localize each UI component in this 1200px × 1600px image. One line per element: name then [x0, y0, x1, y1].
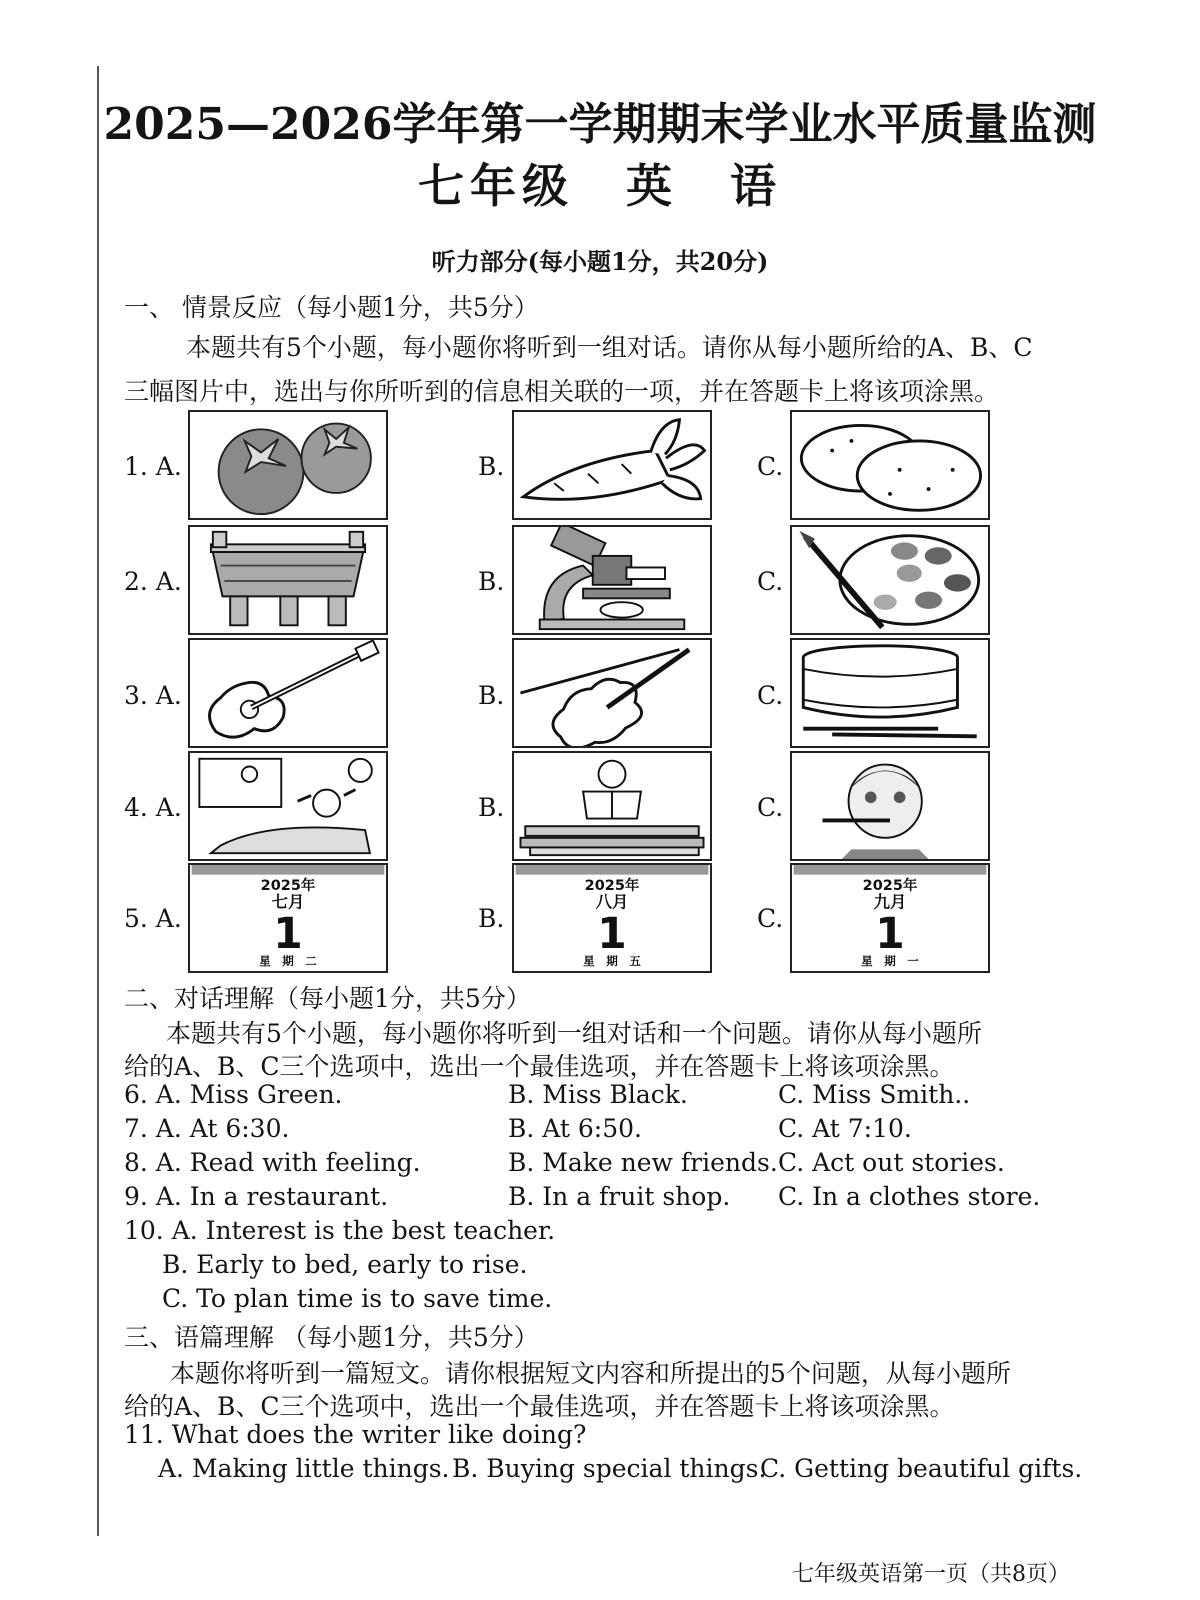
violin-icon[interactable] — [512, 638, 712, 748]
drum-icon[interactable] — [790, 638, 990, 748]
section1-instruction-line1: 本题共有5个小题，每小题你将听到一组对话。请你从每小题所给的A、B、C — [186, 333, 1033, 362]
potato-icon[interactable] — [790, 410, 990, 520]
question-5-option-b: B. — [478, 904, 505, 933]
calendar-august-year: 2025年 — [584, 878, 640, 895]
question-11-option-a[interactable]: A. Making little things. — [158, 1454, 450, 1483]
section3-heading: 三、语篇理解 （每小题1分，共5分） — [124, 1323, 539, 1352]
page-footer: 七年级英语第一页（共8页） — [792, 1562, 1070, 1587]
question-2-option-b: B. — [478, 567, 505, 596]
question-10-option-b[interactable]: B. Early to bed, early to rise. — [162, 1250, 528, 1279]
question-8-option-b[interactable]: B. Make new friends. — [508, 1148, 778, 1177]
calendar-september-icon[interactable] — [790, 863, 990, 973]
exam-subject: 七年级 英 语 — [418, 159, 782, 213]
question-6-option-a[interactable]: 6. A. Miss Green. — [124, 1080, 343, 1109]
binding-margin-line — [97, 66, 99, 1536]
question-1-option-c: C. — [757, 452, 784, 481]
section1-heading: 一、 情景反应（每小题1分，共5分） — [124, 293, 539, 322]
section1-instruction-line2: 三幅图片中，选出与你所听到的信息相关联的一项，并在答题卡上将该项涂黑。 — [124, 377, 1000, 406]
question-9-option-a[interactable]: 9. A. In a restaurant. — [124, 1182, 389, 1211]
question-9-option-c[interactable]: C. In a clothes store. — [778, 1182, 1041, 1211]
calendar-august-weekday: 星 期 五 — [583, 954, 641, 969]
question-10-option-c[interactable]: C. To plan time is to save time. — [162, 1284, 553, 1313]
bronze-cauldron-icon[interactable] — [188, 525, 388, 635]
tomato-icon[interactable] — [188, 410, 388, 520]
question-6-option-b[interactable]: B. Miss Black. — [508, 1080, 688, 1109]
question-11-option-b[interactable]: B. Buying special things. — [452, 1454, 767, 1483]
question-4-label: 4. A. — [124, 793, 182, 822]
calendar-july-day: 1 — [273, 908, 303, 958]
question-5-label: 5. A. — [124, 904, 182, 933]
question-5-option-c: C. — [757, 904, 784, 933]
calendar-july-month: 七月 — [271, 892, 305, 912]
question-3-option-b: B. — [478, 681, 505, 710]
section3-instruction-line1: 本题你将听到一篇短文。请你根据短文内容和所提出的5个问题，从每小题所 — [170, 1359, 1011, 1388]
boy-reading-icon[interactable] — [512, 751, 712, 861]
guitar-icon[interactable] — [188, 638, 388, 748]
question-6-option-c[interactable]: C. Miss Smith.. — [778, 1080, 971, 1109]
carrot-icon[interactable] — [512, 410, 712, 520]
calendar-september-year: 2025年 — [862, 878, 918, 895]
calendar-august-month: 八月 — [595, 892, 629, 912]
section3-instruction-line2: 给的A、B、C三个选项中，选出一个最佳选项，并在答题卡上将该项涂黑。 — [124, 1392, 955, 1421]
question-11-text: 11. What does the writer like doing? — [124, 1420, 587, 1449]
question-2-label: 2. A. — [124, 567, 182, 596]
question-11-option-c[interactable]: C. Getting beautiful gifts. — [760, 1454, 1083, 1483]
question-3-option-c: C. — [757, 681, 784, 710]
paint-palette-icon[interactable] — [790, 525, 990, 635]
boy-brushing-teeth-icon[interactable] — [790, 751, 990, 861]
question-8-option-c[interactable]: C. Act out stories. — [778, 1148, 1005, 1177]
question-3-label: 3. A. — [124, 681, 182, 710]
question-7-option-b[interactable]: B. At 6:50. — [508, 1114, 642, 1143]
listening-part-title: 听力部分(每小题1分，共20分) — [431, 247, 769, 276]
calendar-august-day: 1 — [597, 908, 627, 958]
calendar-july-icon[interactable] — [188, 863, 388, 973]
question-4-option-b: B. — [478, 793, 505, 822]
section2-heading: 二、对话理解（每小题1分，共5分） — [124, 984, 531, 1013]
question-9-option-b[interactable]: B. In a fruit shop. — [508, 1182, 731, 1211]
section2-instruction-line1: 本题共有5个小题，每小题你将听到一组对话和一个问题。请你从每小题所 — [166, 1019, 982, 1048]
exam-title: 2025—2026学年第一学期期末学业水平质量监测 — [103, 99, 1097, 150]
section2-instruction-line2: 给的A、B、C三个选项中，选出一个最佳选项，并在答题卡上将该项涂黑。 — [124, 1052, 955, 1081]
calendar-july-weekday: 星 期 二 — [259, 954, 317, 969]
question-8-option-a[interactable]: 8. A. Read with feeling. — [124, 1148, 421, 1177]
question-4-option-c: C. — [757, 793, 784, 822]
question-1-label: 1. A. — [124, 452, 182, 481]
question-7-option-c[interactable]: C. At 7:10. — [778, 1114, 912, 1143]
question-7-option-a[interactable]: 7. A. At 6:30. — [124, 1114, 290, 1143]
question-2-option-c: C. — [757, 567, 784, 596]
calendar-august-icon[interactable] — [512, 863, 712, 973]
boy-waking-up-icon[interactable] — [188, 751, 388, 861]
calendar-july-year: 2025年 — [260, 878, 316, 895]
calendar-september-weekday: 星 期 一 — [861, 954, 919, 969]
question-1-option-b: B. — [478, 452, 505, 481]
calendar-september-day: 1 — [875, 908, 905, 958]
microscope-icon[interactable] — [512, 525, 712, 635]
calendar-september-month: 九月 — [873, 892, 907, 912]
question-10-option-a[interactable]: 10. A. Interest is the best teacher. — [124, 1216, 556, 1245]
